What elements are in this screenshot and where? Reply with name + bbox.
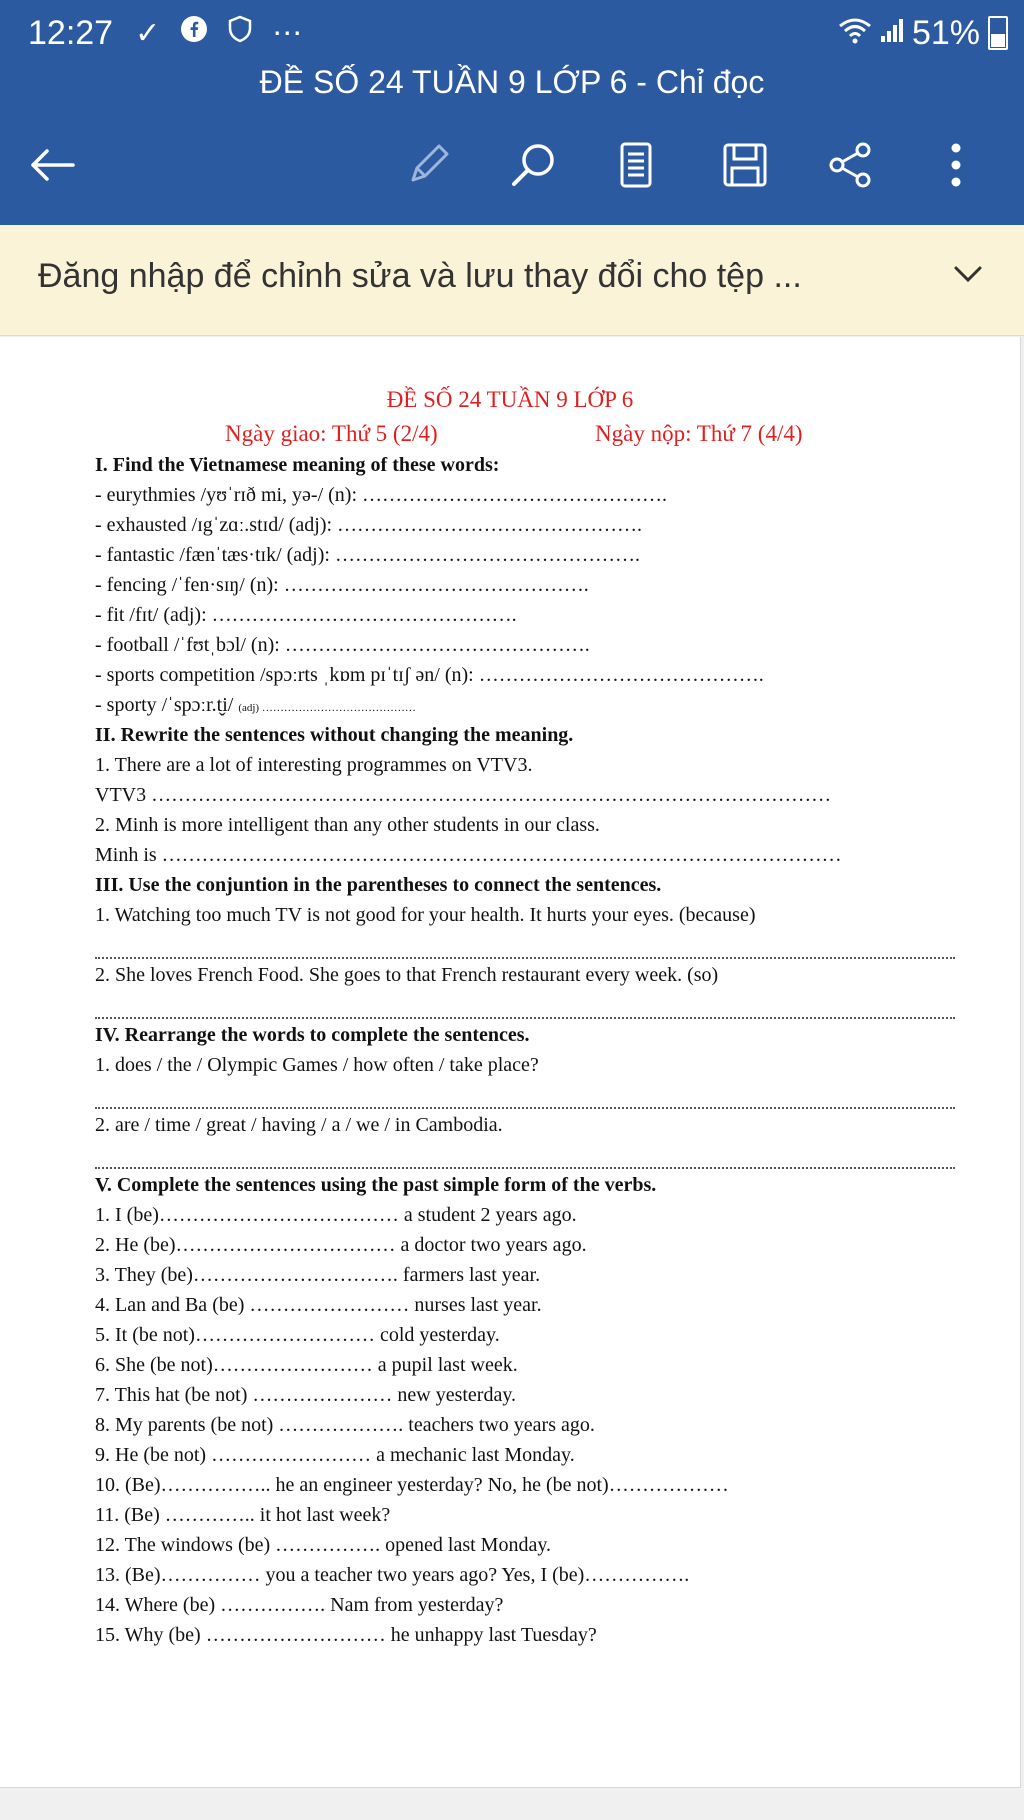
verb-exercise-item: 11. (Be) ………….. it hot last week? [95, 1504, 391, 1526]
more-notifications-icon: ⋯ [272, 16, 303, 50]
verb-exercise-item: 13. (Be)…………… you a teacher two years ago? Yes, I (be)……………. [95, 1564, 690, 1586]
verb-exercise-item: 12. The windows (be) ……………. opened last Monday. [95, 1534, 552, 1556]
battery-icon [988, 16, 1008, 50]
facebook-icon [180, 15, 208, 51]
rewrite-question: 1. There are a lot of interesting programmes on VTV3. [95, 754, 533, 776]
sign-in-banner[interactable] [0, 225, 1024, 336]
answer-line [95, 957, 955, 959]
toolbar [0, 125, 1024, 205]
document-icon [616, 140, 656, 190]
section-3-heading: III. Use the conjuntion in the parentheses to connect the sentences. [95, 874, 662, 896]
date-assigned: Ngày giao: Thứ 5 (2/4) [225, 421, 438, 446]
app-bar [0, 0, 1024, 225]
conjunction-question: 2. She loves French Food. She goes to that French restaurant every week. (so) [95, 964, 719, 986]
rearrange-question: 1. does / the / Olympic Games / how often / take place? [95, 1054, 539, 1076]
verb-exercise-item: 7. This hat (be not) ………………… new yesterday. [95, 1384, 517, 1406]
section-2-heading: II. Rewrite the sentences without changing the meaning. [95, 724, 574, 746]
share-button[interactable] [820, 135, 880, 195]
status-bar [28, 10, 322, 56]
edit-button[interactable] [398, 135, 458, 195]
status-right [830, 10, 1008, 56]
rearrange-question: 2. are / time / great / having / a / we / in Cambodia. [95, 1114, 503, 1136]
date-due: Ngày nộp: Thứ 7 (4/4) [595, 421, 803, 446]
chevron-down-icon [952, 263, 984, 285]
verb-exercise-item: 15. Why (be) ……………………… he unhappy last Tuesday? [95, 1624, 597, 1646]
status-time: 12:27 [28, 13, 114, 52]
worksheet-title: ĐỀ SỐ 24 TUẦN 9 LỚP 6 [386, 387, 634, 412]
rewrite-answer-line: VTV3 ………………………………………………………………………………………… [95, 784, 832, 806]
verb-exercise-item: 2. He (be)…………………………… a doctor two years ago. [95, 1234, 587, 1256]
verb-exercise-item: 5. It (be not)……………………… cold yesterday. [95, 1324, 500, 1346]
share-icon [825, 140, 875, 190]
reading-view-button[interactable] [606, 135, 666, 195]
verb-exercise-item: 6. She (be not)…………………… a pupil last week. [95, 1354, 518, 1376]
battery-text: 51% [911, 13, 980, 52]
save-icon [720, 140, 770, 190]
vocab-item: - fencing /ˈfen·sɪŋ/ (n): ………………………………………. [95, 574, 589, 596]
save-button[interactable] [715, 135, 775, 195]
verb-exercise-item: 8. My parents (be not) ………………. teachers two years ago. [95, 1414, 595, 1436]
search-icon [508, 140, 558, 190]
vocab-item: - sports competition /spɔːrts ˌkɒm pɪˈtɪʃ ən/ (n): ……………………………………. [95, 664, 764, 686]
vocab-item: - eurythmies /yʊˈrɪð mi, yə-/ (n): ………………………………………. [95, 484, 668, 506]
banner-text: Đăng nhập để chỉnh sửa và lưu thay đổi cho tệp ... [38, 257, 802, 295]
vocab-item: - fantastic /fænˈtæs·tɪk/ (adj): ………………………………………. [95, 544, 640, 566]
verb-exercise-item: 4. Lan and Ba (be) …………………… nurses last year. [95, 1294, 542, 1316]
verb-exercise-item: 14. Where (be) ……………. Nam from yesterday? [95, 1594, 504, 1616]
conjunction-question: 1. Watching too much TV is not good for your health. It hurts your eyes. (because) [95, 904, 756, 926]
signal-icon [880, 14, 904, 53]
search-button[interactable] [503, 135, 563, 195]
answer-line [95, 1017, 955, 1019]
verb-exercise-item: 3. They (be)…………………………. farmers last year. [95, 1264, 541, 1286]
more-vertical-icon [946, 140, 966, 190]
vocab-item: - exhausted /ɪgˈzɑː.stɪd/ (adj): ………………………………………. [95, 514, 643, 536]
answer-line [95, 1167, 955, 1169]
verb-exercise-item: 9. He (be not) …………………… a mechanic last Monday. [95, 1444, 575, 1466]
pencil-icon [403, 140, 453, 190]
verb-exercise-item: 1. I (be)……………………………… a student 2 years ago. [95, 1204, 577, 1226]
banner-expand-button[interactable] [952, 263, 984, 290]
verb-exercise-item: 10. (Be)…………….. he an engineer yesterday? No, he (be not)……………… [95, 1474, 729, 1496]
rewrite-answer-line: Minh is ………………………………………………………………………………………… [95, 844, 842, 866]
download-done-icon: ✓ [135, 16, 161, 50]
shield-icon [228, 15, 252, 51]
more-options-button[interactable] [926, 135, 986, 195]
rewrite-question: 2. Minh is more intelligent than any other students in our class. [95, 814, 600, 836]
section-5-heading: V. Complete the sentences using the past simple form of the verbs. [95, 1174, 657, 1196]
wifi-icon [838, 14, 872, 53]
vocab-item: - sporty /ˈspɔːr.t̬i/ (adj) …………………………………… [95, 694, 416, 716]
back-arrow-icon [27, 145, 77, 185]
vocab-item: - football /ˈfʊtˌbɔl/ (n): ………………………………………. [95, 634, 590, 656]
section-4-heading: IV. Rearrange the words to complete the sentences. [95, 1024, 530, 1046]
document-page [0, 337, 1021, 1788]
back-button[interactable] [22, 135, 82, 195]
answer-line [95, 1107, 955, 1109]
section-1-heading: I. Find the Vietnamese meaning of these words: [95, 454, 500, 476]
vocab-item: - fit /fɪt/ (adj): ………………………………………. [95, 604, 517, 626]
document-title: ĐỀ SỐ 24 TUẦN 9 LỚP 6 - Chỉ đọc [259, 64, 765, 100]
